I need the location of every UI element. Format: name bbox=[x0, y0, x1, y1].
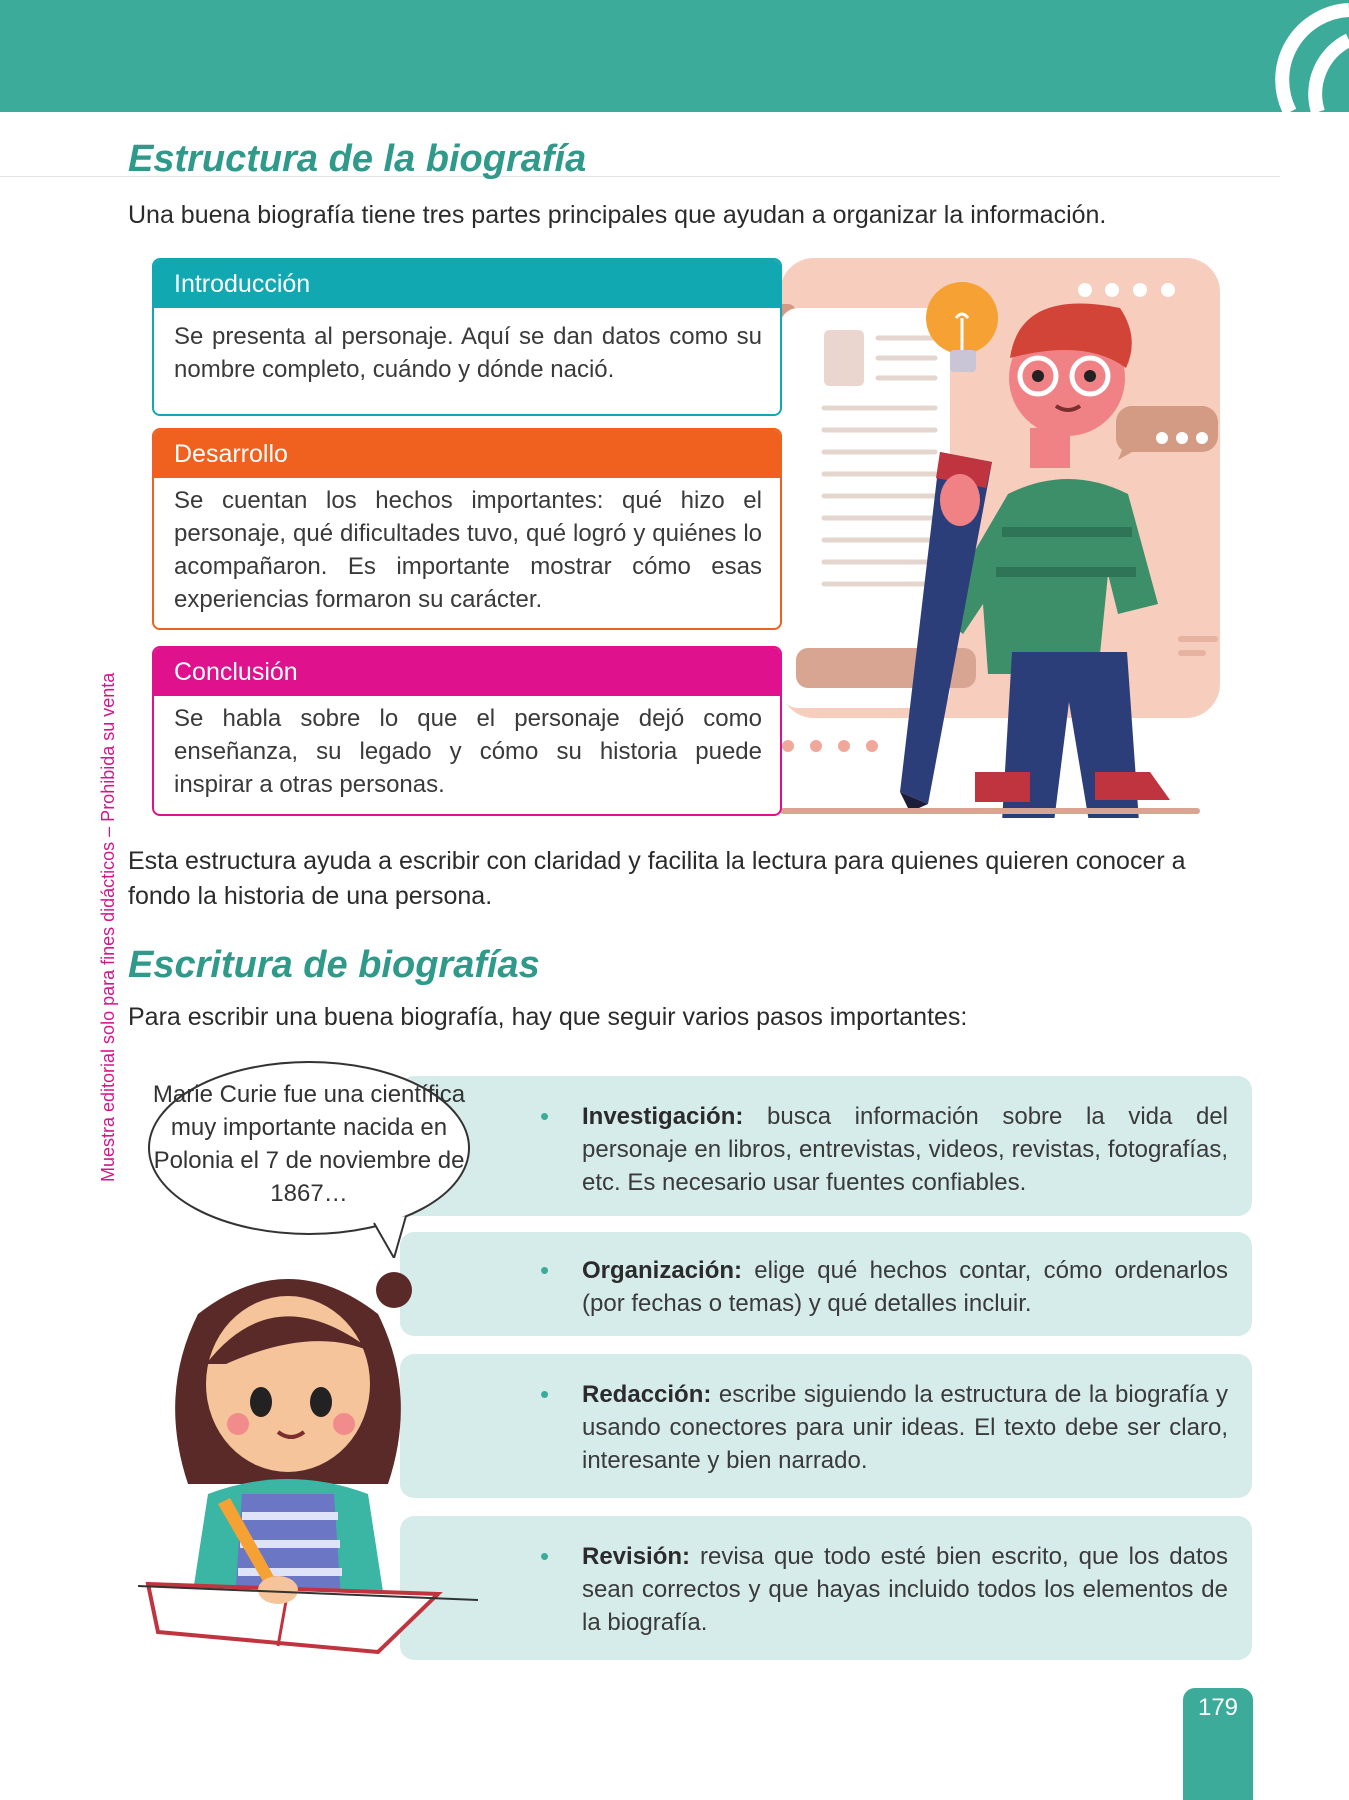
step-redaccion bbox=[582, 1378, 1228, 1477]
step-organizacion-text: elige qué hechos contar, cómo ordenarlos (por fechas o temas) y qué detalles incluir. bbox=[582, 1257, 1228, 1317]
step-organizacion-label: Organización: bbox=[582, 1257, 743, 1284]
boy-with-pencil-illustration bbox=[760, 252, 1240, 818]
speech-bubble-text: Marie Curie fue una científica muy importante nacida en Polonia el 7 de noviembre de 1867… bbox=[152, 1081, 466, 1207]
section-intro-structure: Una buena biografía tiene tres partes principales que ayudan a organizar la información. bbox=[128, 201, 1107, 229]
card-conclusion bbox=[152, 646, 782, 816]
side-note: Muestra editorial solo para fines didácticos – Prohibida su venta bbox=[98, 672, 118, 1182]
card-introduccion-label: Introducción bbox=[154, 260, 780, 308]
card-desarrollo-text: Se cuentan los hechos importantes: qué hizo el personaje, qué dificultades tuvo, qué logró y quiénes lo acompañaron. Es importante mostrar cómo esas experiencias formaron su carácter. bbox=[174, 487, 762, 613]
step-redaccion-label: Redacción: bbox=[582, 1381, 712, 1408]
card-conclusion-label: Conclusión bbox=[154, 648, 780, 696]
card-conclusion-text: Se habla sobre lo que el personaje dejó como enseñanza, su legado y cómo su historia puede inspirar a otras personas. bbox=[174, 705, 762, 798]
card-introduccion-text: Se presenta al personaje. Aquí se dan datos como su nombre completo, cuándo y dónde nació. bbox=[174, 323, 762, 383]
step-bullet-3: • bbox=[540, 1379, 550, 1409]
step-revision-label: Revisión: bbox=[582, 1543, 691, 1570]
section-intro-writing: Para escribir una buena biografía, hay que seguir varios pasos importantes: bbox=[128, 1003, 968, 1031]
header-band bbox=[0, 0, 1349, 112]
girl-writing-illustration bbox=[138, 1254, 478, 1654]
step-revision bbox=[582, 1540, 1228, 1639]
step-investigacion-text: busca información sobre la vida del personaje en libros, entrevistas, videos, revistas, fotografías, etc. Es necesario usar fuentes confiables. bbox=[582, 1103, 1228, 1196]
section-title-writing: Escritura de biografías bbox=[128, 944, 540, 986]
section-closing-structure: Esta estructura ayuda a escribir con claridad y facilita la lectura para quienes quieren conocer a fondo la historia de una persona. bbox=[128, 847, 1186, 910]
step-bullet-4: • bbox=[540, 1541, 550, 1571]
step-bullet-2: • bbox=[540, 1255, 550, 1285]
step-redaccion-text: escribe siguiendo la estructura de la biografía y usando conectores para unir ideas. El texto debe ser claro, interesante y bien narrado. bbox=[582, 1381, 1228, 1474]
section-title-structure: Estructura de la biografía bbox=[128, 138, 587, 180]
step-bullet-1: • bbox=[540, 1101, 550, 1131]
decorative-arcs-icon bbox=[1240, 0, 1349, 112]
step-revision-text: revisa que todo esté bien escrito, que los datos sean correctos y que hayas incluido todos los elementos de la biografía. bbox=[582, 1543, 1228, 1636]
step-investigacion-label: Investigación: bbox=[582, 1103, 744, 1130]
page-number: 179 bbox=[1197, 1694, 1239, 1721]
step-investigacion bbox=[582, 1100, 1228, 1199]
card-desarrollo bbox=[152, 428, 782, 630]
card-introduccion bbox=[152, 258, 782, 416]
card-desarrollo-label: Desarrollo bbox=[154, 430, 780, 478]
step-organizacion bbox=[582, 1254, 1228, 1320]
